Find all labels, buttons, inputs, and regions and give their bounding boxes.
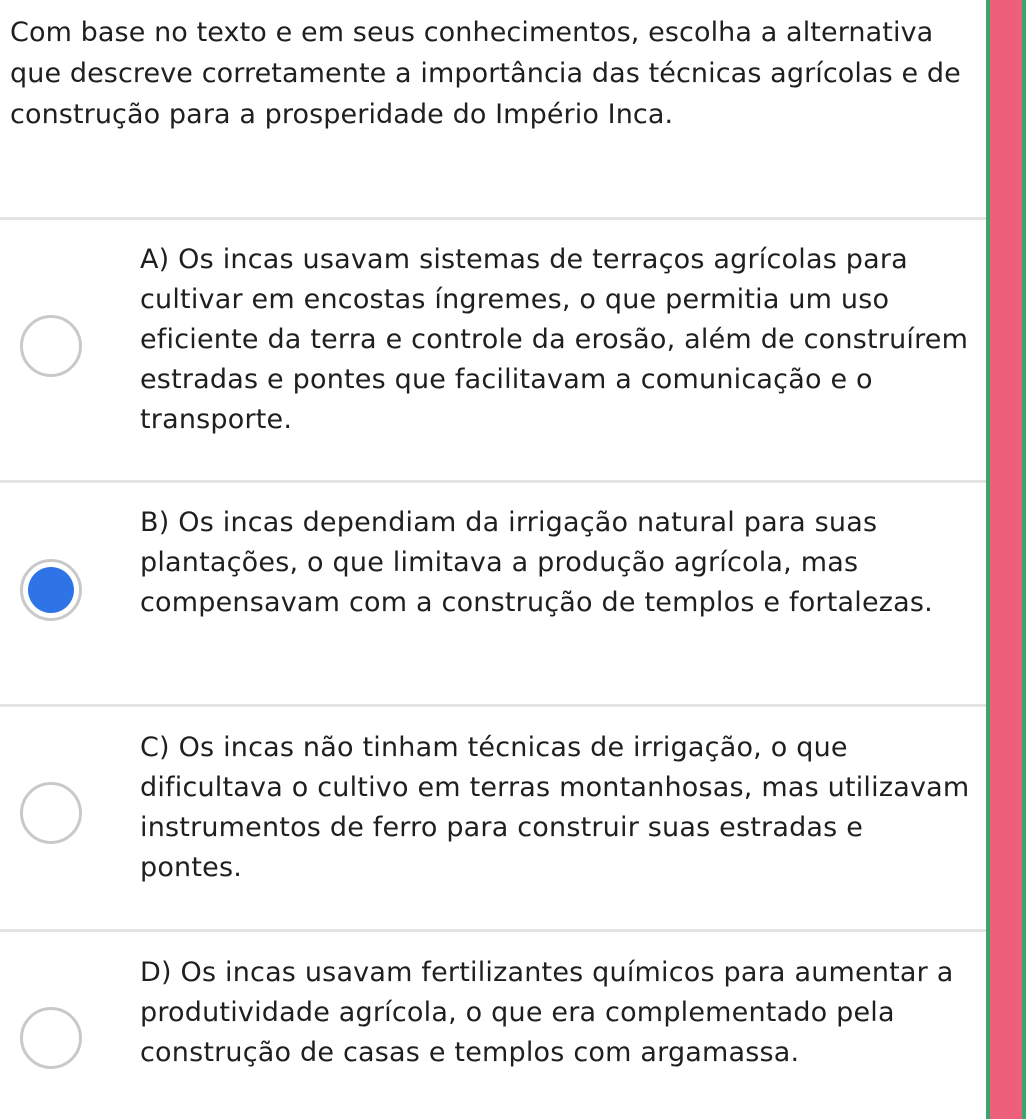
divider	[0, 929, 986, 932]
question-text: Com base no texto e em seus conhecimentos, escolha a alternativa que descreve corretamente a importância das técnicas agrícolas e de construção para a prosperidade do Império Inca.	[10, 17, 961, 130]
option-a-text: A) Os incas usavam sistemas de terraços agrícolas para cultivar em encostas íngremes, o que permitia um uso eficiente da terra e controle da erosão, além de construírem estradas e pontes que facilitavam a comunicação e o transporte.	[140, 244, 969, 435]
option-b[interactable]	[0, 503, 986, 683]
divider	[0, 217, 986, 220]
option-c-radio[interactable]	[20, 782, 82, 844]
scroll-indicator-bar	[986, 0, 1026, 1119]
option-d-text: D) Os incas usavam fertilizantes químicos para aumentar a produtividade agrícola, o que era complementado pela construção de casas e templos com argamassa.	[140, 957, 954, 1068]
option-d-radio[interactable]	[20, 1007, 82, 1069]
option-b-radio[interactable]	[20, 559, 82, 621]
option-b-text: B) Os incas dependiam da irrigação natural para suas plantações, o que limitava a produção agrícola, mas compensavam com a construção de templos e fortalezas.	[140, 507, 933, 618]
divider	[0, 480, 986, 483]
option-c-text: C) Os incas não tinham técnicas de irrigação, o que dificultava o cultivo em terras montanhosas, mas utilizavam instrumentos de ferro para construir suas estradas e pontes.	[140, 732, 970, 883]
option-d[interactable]	[0, 953, 986, 1119]
divider	[0, 704, 986, 707]
option-a[interactable]	[0, 240, 986, 460]
option-c[interactable]	[0, 728, 986, 908]
option-a-radio[interactable]	[20, 315, 82, 377]
